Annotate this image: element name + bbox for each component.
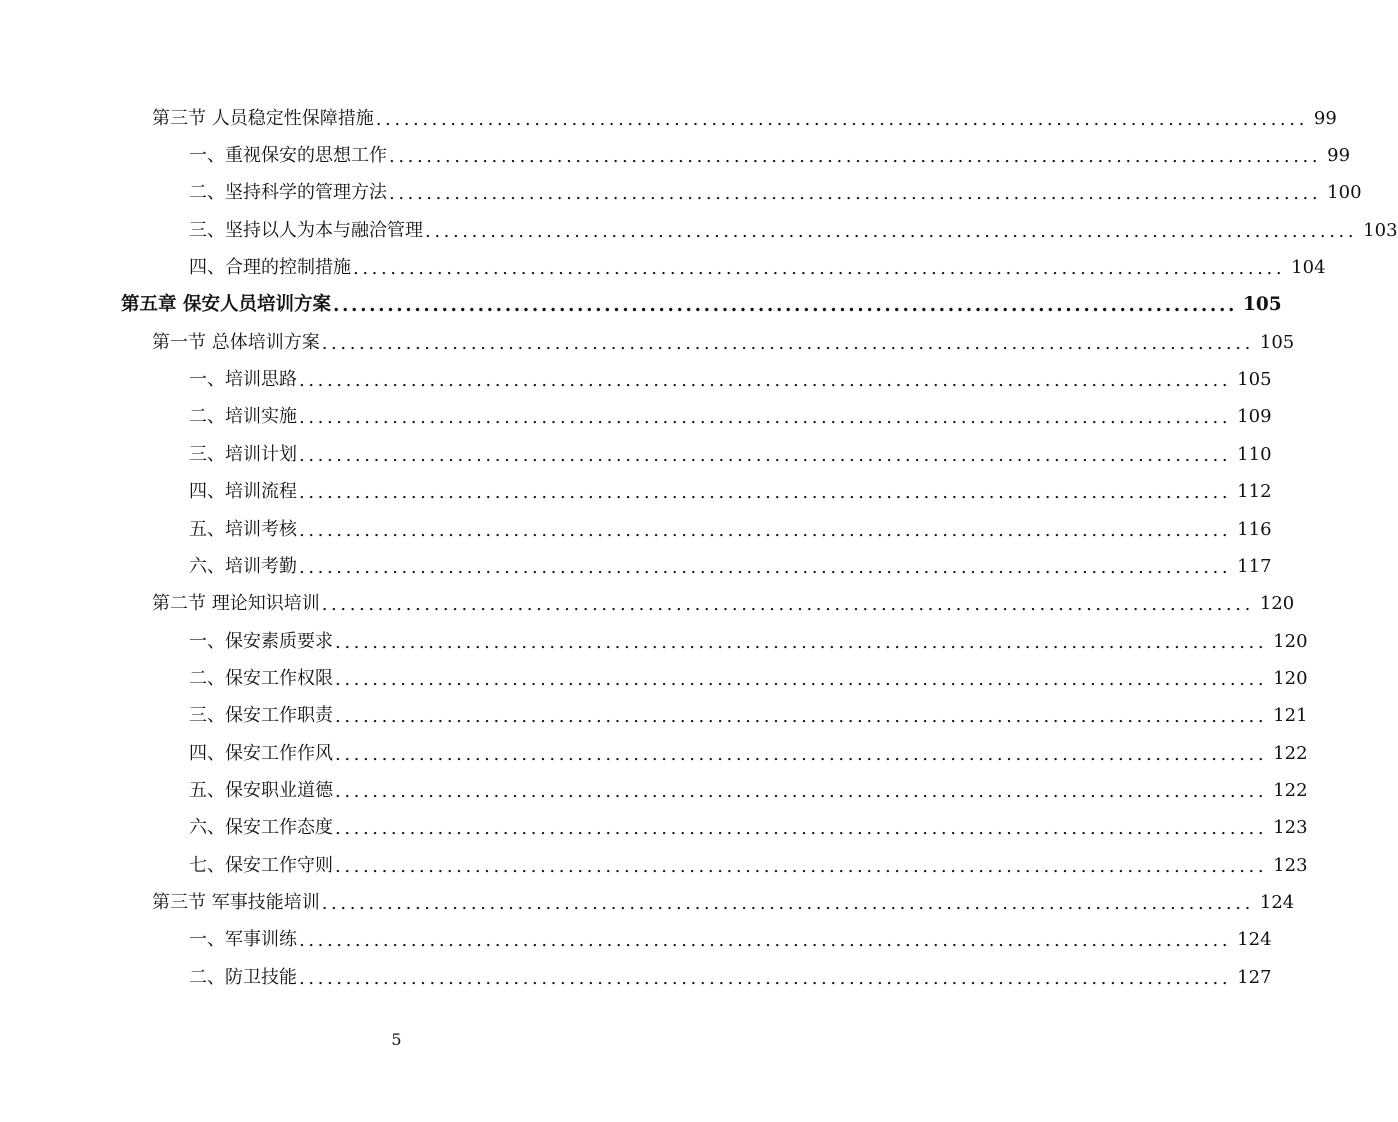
toc-entry-page: 123: [1273, 817, 1308, 838]
toc-entry-label: 二、保安工作权限: [189, 668, 333, 689]
toc-entry-subsection[interactable]: [189, 440, 1272, 470]
page-number: 5: [391, 1030, 402, 1049]
toc-entry-label: 四、合理的控制措施: [189, 257, 351, 278]
toc-entry-label: 四、培训流程: [189, 481, 297, 502]
toc-entry-subsection[interactable]: [189, 925, 1272, 955]
toc-entry-page: 124: [1237, 929, 1272, 950]
dot-leader: ....................................................................................................: [299, 557, 1232, 578]
toc-entry-page: 117: [1237, 556, 1272, 577]
dot-leader: ....................................................................................................: [299, 482, 1232, 503]
dot-leader: ....................................................................................................: [332, 295, 1238, 316]
toc-entry-page: 105: [1243, 294, 1282, 315]
toc-entry-label: 第三节 人员稳定性保障措施: [152, 108, 374, 129]
toc-entry-page: 103: [1363, 220, 1398, 241]
toc-entry-subsection[interactable]: [189, 365, 1272, 395]
toc-entry-page: 99: [1327, 145, 1351, 166]
toc-entry-label: 第一节 总体培训方案: [152, 332, 320, 353]
dot-leader: ....................................................................................................: [335, 632, 1268, 653]
dot-leader: ....................................................................................................: [299, 520, 1232, 541]
dot-leader: ....................................................................................................: [335, 669, 1268, 690]
toc-entry-label: 四、保安工作作风: [189, 743, 333, 764]
toc-entry-label: 二、防卫技能: [189, 967, 297, 988]
toc-entry-page: 120: [1273, 668, 1308, 689]
toc-entry-label: 三、培训计划: [189, 444, 297, 465]
toc-entry-label: 一、保安素质要求: [189, 631, 333, 652]
toc-entry-page: 122: [1273, 743, 1308, 764]
toc-entry-label: 六、保安工作态度: [189, 817, 333, 838]
dot-leader: ....................................................................................................: [321, 594, 1254, 615]
toc-entry-page: 120: [1259, 593, 1295, 614]
toc-entry-label: 二、坚持科学的管理方法: [189, 182, 387, 203]
toc-entry-subsection[interactable]: [189, 477, 1272, 507]
toc-entry-label: 三、保安工作职责: [189, 705, 333, 726]
toc-entry-subsection[interactable]: [189, 776, 1308, 806]
toc-entry-subsection[interactable]: [189, 141, 1351, 171]
toc-entry-label: 一、重视保安的思想工作: [189, 145, 387, 166]
dot-leader: ....................................................................................................: [335, 856, 1268, 877]
toc-entry-section[interactable]: [152, 104, 1337, 134]
toc-entry-subsection[interactable]: [189, 253, 1326, 283]
toc-entry-page: 121: [1273, 705, 1308, 726]
toc-entry-subsection[interactable]: [189, 701, 1308, 731]
toc-entry-label: 第二节 理论知识培训: [152, 593, 320, 614]
toc-entry-page: 99: [1313, 108, 1337, 129]
toc-entry-label: 一、培训思路: [189, 369, 297, 390]
dot-leader: ....................................................................................................: [375, 109, 1308, 130]
toc-entry-label: 五、保安职业道德: [189, 780, 333, 801]
toc-entry-subsection[interactable]: [189, 739, 1308, 769]
dot-leader: ....................................................................................................: [299, 407, 1232, 428]
toc-entry-section[interactable]: [152, 888, 1295, 918]
toc-entry-subsection[interactable]: [189, 627, 1308, 657]
toc-entry-page: 105: [1259, 332, 1295, 353]
dot-leader: ....................................................................................................: [299, 930, 1232, 951]
toc-entry-chapter[interactable]: [121, 290, 1282, 320]
dot-leader: ....................................................................................................: [299, 370, 1232, 391]
dot-leader: ....................................................................................................: [425, 221, 1358, 242]
toc-entry-page: 110: [1237, 444, 1272, 465]
dot-leader: ....................................................................................................: [335, 706, 1268, 727]
toc-entry-label: 三、坚持以人为本与融洽管理: [189, 220, 423, 241]
dot-leader: ....................................................................................................: [389, 146, 1322, 167]
dot-leader: ....................................................................................................: [335, 818, 1268, 839]
toc-entry-section[interactable]: [152, 589, 1295, 619]
dot-leader: ....................................................................................................: [299, 968, 1232, 989]
toc-entry-page: 116: [1237, 519, 1272, 540]
toc-entry-page: 109: [1237, 406, 1272, 427]
toc-entry-label: 五、培训考核: [189, 519, 297, 540]
toc-entry-label: 六、培训考勤: [189, 556, 297, 577]
toc-entry-label: 一、军事训练: [189, 929, 297, 950]
toc-entry-page: 123: [1273, 855, 1308, 876]
toc-entry-page: 124: [1259, 892, 1295, 913]
dot-leader: ....................................................................................................: [321, 333, 1254, 354]
toc-entry-page: 105: [1237, 369, 1272, 390]
dot-leader: ....................................................................................................: [321, 893, 1254, 914]
toc-entry-subsection[interactable]: [189, 216, 1398, 246]
dot-leader: ....................................................................................................: [389, 183, 1322, 204]
toc-entry-subsection[interactable]: [189, 851, 1308, 881]
toc-entry-label: 二、培训实施: [189, 406, 297, 427]
toc-entry-subsection[interactable]: [189, 813, 1308, 843]
toc-entry-subsection[interactable]: [189, 664, 1308, 694]
toc-entry-subsection[interactable]: [189, 402, 1272, 432]
dot-leader: ....................................................................................................: [335, 744, 1268, 765]
toc-entry-label: 第三节 军事技能培训: [152, 892, 320, 913]
toc-entry-page: 112: [1237, 481, 1272, 502]
toc-entry-page: 122: [1273, 780, 1308, 801]
toc-entry-page: 104: [1291, 257, 1326, 278]
toc-entry-subsection[interactable]: [189, 178, 1362, 208]
toc-entry-label: 第五章 保安人员培训方案: [121, 294, 331, 315]
toc-entry-subsection[interactable]: [189, 552, 1272, 582]
toc-entry-subsection[interactable]: [189, 515, 1272, 545]
toc-entry-section[interactable]: [152, 328, 1295, 358]
toc-entry-subsection[interactable]: [189, 963, 1272, 993]
dot-leader: ....................................................................................................: [353, 258, 1286, 279]
toc-entry-label: 七、保安工作守则: [189, 855, 333, 876]
dot-leader: ....................................................................................................: [335, 781, 1268, 802]
toc-entry-page: 120: [1273, 631, 1308, 652]
toc-entry-page: 127: [1237, 967, 1272, 988]
dot-leader: ....................................................................................................: [299, 445, 1232, 466]
toc-entry-page: 100: [1327, 182, 1362, 203]
